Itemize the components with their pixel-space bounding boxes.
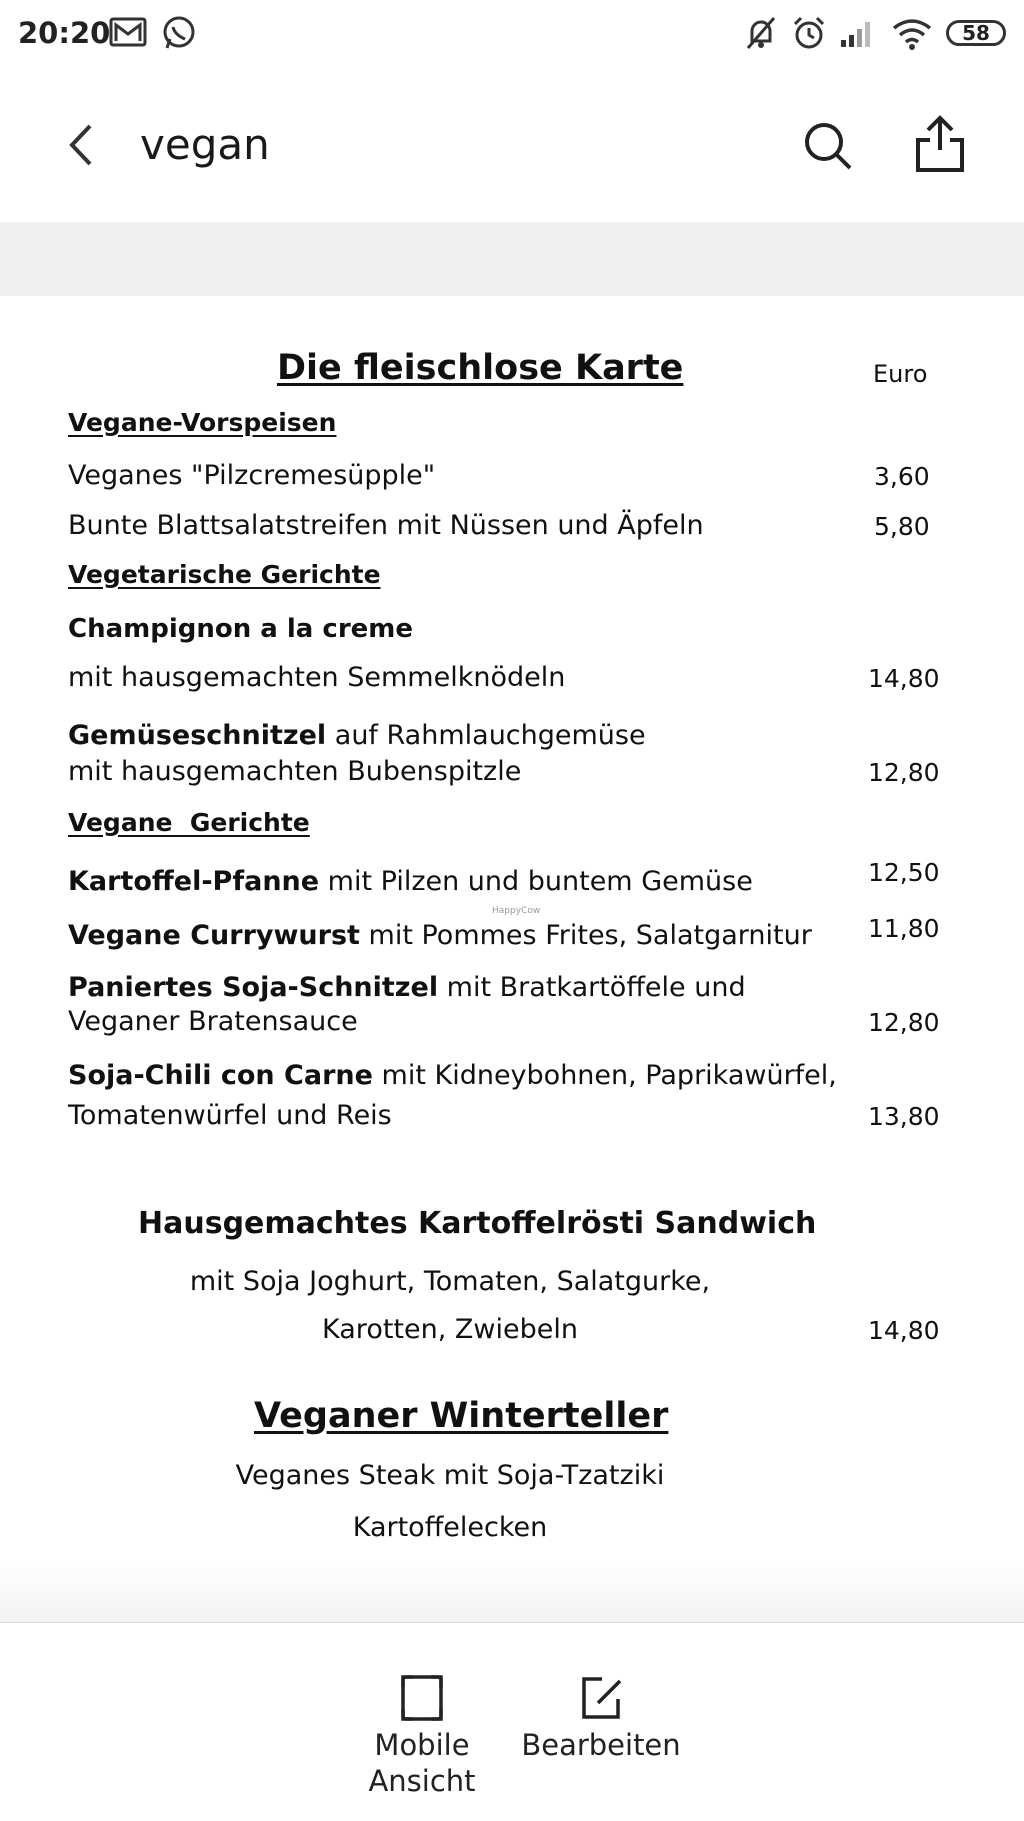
- gmail-icon: [108, 14, 148, 50]
- menu-item-price: 14,80: [868, 664, 940, 693]
- menu-item-line: [68, 720, 646, 751]
- menu-item-desc: Bunte Blattsalatstreifen mit Nüssen und Äpfeln: [68, 510, 704, 541]
- app-bar: [0, 70, 1024, 220]
- menu-item-name: Champignon a la creme: [68, 614, 413, 644]
- menu-item-price: 12,50: [868, 858, 940, 887]
- menu-item-desc: mit Pommes Frites, Salatgarnitur: [359, 920, 812, 951]
- wifi-icon: [890, 14, 934, 52]
- menu-item-desc: mit hausgemachten Bubenspitzle: [68, 756, 522, 787]
- menu-item-line: [68, 920, 812, 951]
- menu-item-name: Kartoffel-Pfanne: [68, 866, 320, 897]
- sandwich-title: Hausgemachtes Kartoffelrösti Sandwich: [138, 1206, 817, 1241]
- menu-item-price: 13,80: [868, 1102, 940, 1131]
- menu-item-name: Paniertes Soja-Schnitzel: [68, 972, 439, 1003]
- share-icon[interactable]: [912, 112, 968, 176]
- back-arrow-icon[interactable]: [62, 120, 102, 170]
- status-bar: [0, 0, 1024, 70]
- mobile-view-label: Ansicht: [368, 1764, 476, 1798]
- document-fade: [0, 1560, 1024, 1622]
- section-heading: Vegane-Vorspeisen: [68, 408, 337, 437]
- menu-item-price: 12,80: [868, 1008, 940, 1037]
- menu-item-desc: mit Pilzen und buntem Gemüse: [319, 866, 753, 897]
- sandwich-price: 14,80: [868, 1316, 940, 1345]
- section-heading: Vegane Gerichte: [68, 808, 310, 837]
- edit-label: Bearbeiten: [521, 1728, 681, 1762]
- winterteller-title: Veganer Winterteller: [254, 1396, 669, 1436]
- menu-document: [0, 296, 1024, 1622]
- document-top-margin: [0, 222, 1024, 296]
- document-title: vegan: [140, 120, 270, 169]
- search-icon[interactable]: [800, 118, 856, 174]
- currency-label: Euro: [873, 360, 928, 388]
- alarm-icon: [790, 14, 828, 52]
- menu-item-price: 11,80: [868, 914, 940, 943]
- menu-item-desc: mit Kidneybohnen, Paprikawürfel,: [372, 1060, 837, 1091]
- menu-item-desc: Veganes "Pilzcremesüpple": [68, 460, 436, 491]
- sandwich-desc: mit Soja Joghurt, Tomaten, Salatgurke,: [189, 1266, 711, 1297]
- edit-button[interactable]: [516, 1673, 686, 1763]
- section-heading: Vegetarische Gerichte: [68, 560, 381, 589]
- winterteller-desc: Veganes Steak mit Soja-Tzatziki: [235, 1460, 665, 1491]
- signal-icon: [838, 14, 878, 52]
- winterteller-desc: Kartoffelecken: [352, 1512, 548, 1543]
- menu-item-desc: auf Rahmlauchgemüse: [326, 720, 646, 751]
- menu-item-desc: mit hausgemachten Semmelknödeln: [68, 662, 566, 693]
- menu-item-line: [68, 866, 753, 897]
- battery-indicator: 58: [946, 20, 1006, 46]
- edit-icon: [578, 1673, 624, 1723]
- menu-item-price: 12,80: [868, 758, 940, 787]
- mobile-view-label: Mobile: [374, 1728, 470, 1762]
- mute-bell-icon: [742, 14, 780, 52]
- menu-item-name: Vegane Currywurst: [68, 920, 360, 951]
- status-time: 20:20: [18, 16, 111, 50]
- mobile-view-button[interactable]: [352, 1673, 492, 1799]
- menu-item-name: Soja-Chili con Carne: [68, 1060, 373, 1091]
- sandwich-desc: Karotten, Zwiebeln: [322, 1314, 578, 1345]
- menu-item-line: [68, 972, 746, 1003]
- fullscreen-icon: [399, 1673, 445, 1723]
- menu-item-desc: Tomatenwürfel und Reis: [68, 1100, 392, 1131]
- happycow-watermark: HappyCow: [492, 906, 541, 916]
- menu-item-line: [68, 1060, 837, 1091]
- menu-item-name: Gemüseschnitzel: [68, 720, 327, 751]
- menu-item-desc: Veganer Bratensauce: [68, 1006, 358, 1037]
- menu-item-desc: mit Bratkartöffele und: [438, 972, 746, 1003]
- menu-title: Die fleischlose Karte: [277, 348, 684, 388]
- menu-item-price: 5,80: [874, 512, 930, 541]
- menu-item-price: 3,60: [874, 462, 930, 491]
- bottom-toolbar: [0, 1622, 1024, 1821]
- whatsapp-icon: [160, 14, 198, 52]
